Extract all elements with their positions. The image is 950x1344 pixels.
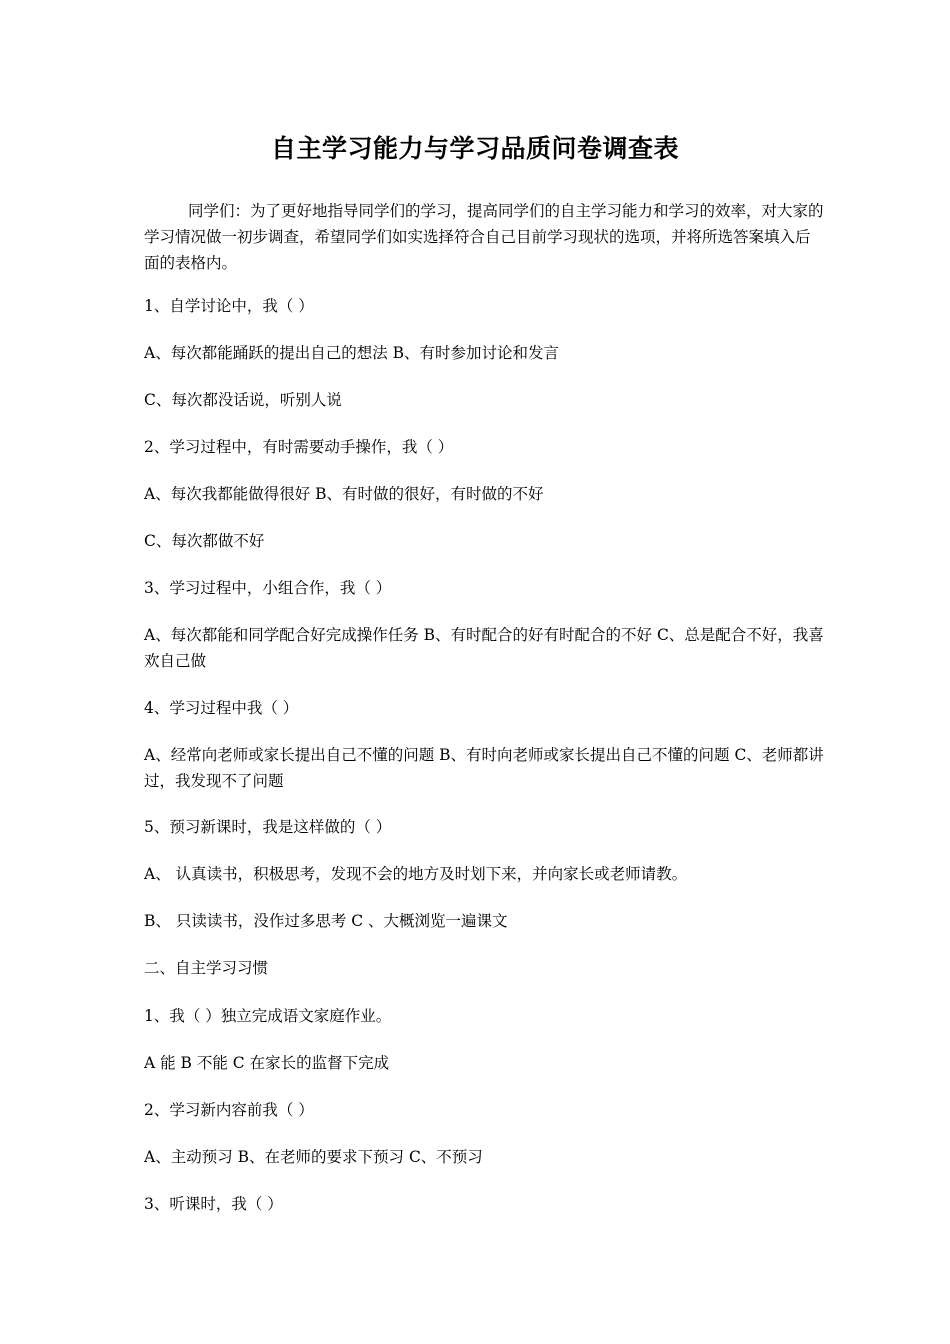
section-2-question-2: 2、学习新内容前我（ ） <box>144 1101 314 1119</box>
document-title: 自主学习能力与学习品质问卷调查表 <box>270 134 679 163</box>
section-2-question-3: 3、听课时，我（ ） <box>144 1195 283 1213</box>
question-1: 1、自学讨论中，我（ ） <box>144 297 314 315</box>
question-2-option-c: C、每次都做不好 <box>144 532 265 550</box>
question-5-options-bc: B、 只读读书，没作过多思考 C 、大概浏览一遍课文 <box>144 912 508 930</box>
question-5: 5、预习新课时，我是这样做的（ ） <box>144 818 392 836</box>
question-2-options-ab: A、每次我都能做得很好 B、有时做的很好，有时做的不好 <box>144 485 544 503</box>
question-1-option-c: C、每次都没话说，听别人说 <box>144 391 342 409</box>
section-2-heading: 二、自主学习习惯 <box>144 959 269 977</box>
intro-paragraph: 同学们：为了更好地指导同学们的学习，提高同学们的自主学习能力和学习的效率，对大家的学习情况做一初步调查，希望同学们如实选择符合自己目前学习现状的选项，并将所选答案填入后面的表格内。 <box>144 202 824 272</box>
section-2-question-1: 1、我（ ）独立完成语文家庭作业。 <box>144 1007 392 1025</box>
question-4: 4、学习过程中我（ ） <box>144 699 299 717</box>
question-2: 2、学习过程中，有时需要动手操作，我（ ） <box>144 438 454 456</box>
section-2-question-1-options: A 能 B 不能 C 在家长的监督下完成 <box>144 1054 390 1072</box>
question-5-option-a: A、 认真读书，积极思考，发现不会的地方及时划下来，并向家长或老师请教。 <box>144 865 688 883</box>
section-2-question-2-options: A、主动预习 B、在老师的要求下预习 C、不预习 <box>144 1148 483 1166</box>
question-4-options: A、经常向老师或家长提出自己不懂的问题 B、有时向老师或家长提出自己不懂的问题 C、老师都讲过，我发现不了问题 <box>144 746 824 790</box>
question-3-options: A、每次都能和同学配合好完成操作任务 B、有时配合的好有时配合的不好 C、总是配合不好，我喜欢自己做 <box>144 626 824 670</box>
question-1-options-ab: A、每次都能踊跃的提出自己的想法 B、有时参加讨论和发言 <box>144 344 560 362</box>
question-3: 3、学习过程中，小组合作，我（ ） <box>144 579 392 597</box>
